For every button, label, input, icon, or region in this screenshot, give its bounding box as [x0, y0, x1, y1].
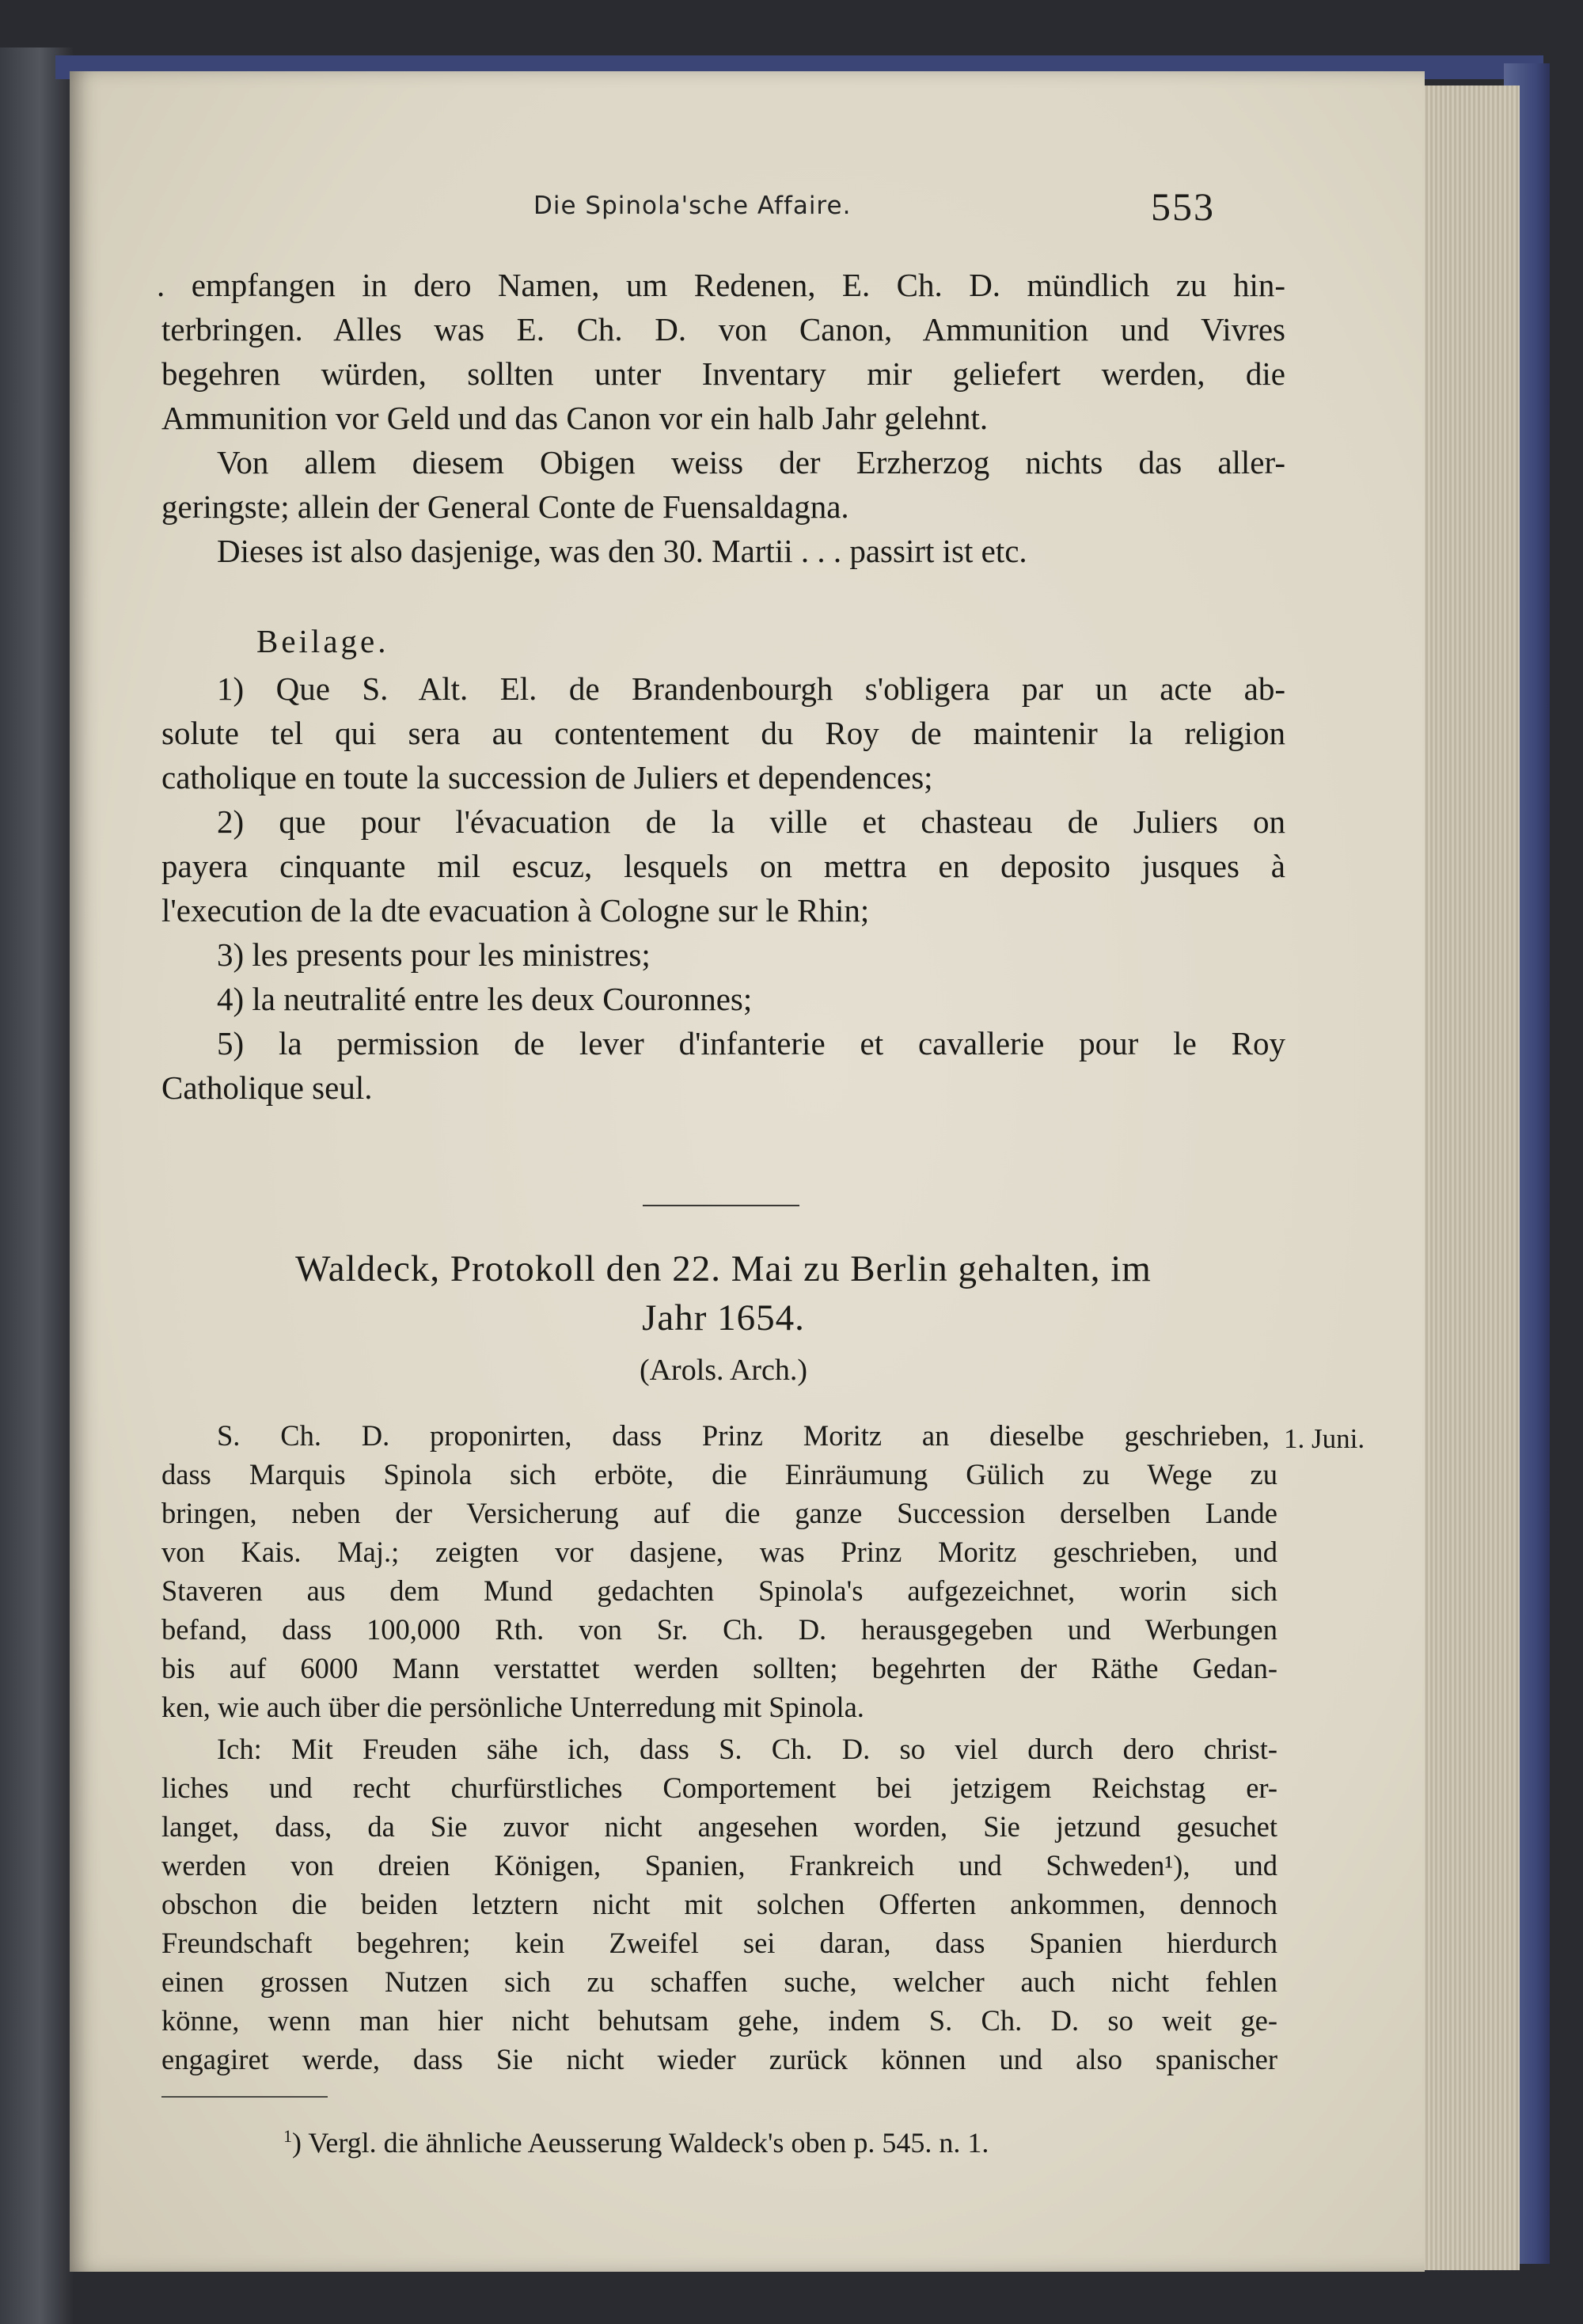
text-line: . empfangen in dero Namen, um Redenen, E. Ch. D. mündlich zu hin-: [157, 267, 1285, 303]
text-line: l'execution de la dte evacuation à Cologne sur le Rhin;: [161, 892, 870, 928]
text-line: Freundschaft begehren; kein Zweifel sei daran, dass Spanien hierdurch: [161, 1927, 1277, 1959]
archive-reference: (Arols. Arch.): [639, 1354, 808, 1387]
beilage-heading: Beilage.: [256, 623, 389, 659]
text-line: 2) que pour l'évacuation de la ville et chasteau de Juliers on: [217, 803, 1285, 840]
text-line: Staveren aus dem Mund gedachten Spinola's aufgezeichnet, worin sich: [161, 1574, 1277, 1607]
text-line: liches und recht churfürstliches Comportement bei jetzigem Reichstag er-: [161, 1771, 1277, 1804]
text-line: 4) la neutralité entre les deux Couronnes;: [217, 981, 753, 1017]
page-edges: [1409, 85, 1520, 2270]
text-line: bringen, neben der Versicherung auf die ganze Succession derselben Lande: [161, 1497, 1277, 1529]
text-line: engagiret werde, dass Sie nicht wieder zurück können und also spanischer: [161, 2043, 1277, 2075]
section-title-continued: Jahr 1654.: [642, 1297, 805, 1339]
text-line: befand, dass 100,000 Rth. von Sr. Ch. D. herausgegeben und Werbungen: [161, 1613, 1277, 1646]
section-title: Waldeck, Protokoll den 22. Mai zu Berlin gehalten, im: [295, 1248, 1152, 1289]
book-cover-left: [0, 47, 73, 2324]
footnote: [283, 2126, 989, 2159]
book-page: [70, 71, 1425, 2272]
running-head: Die Spinola'sche Affaire.: [533, 192, 852, 220]
footnote-marker: 1: [283, 2126, 292, 2146]
text-line: könne, wenn man hier nicht behutsam gehe, indem S. Ch. D. so weit ge-: [161, 2004, 1277, 2037]
text-line: Ammunition vor Geld und das Canon vor ein halb Jahr gelehnt.: [161, 400, 989, 436]
text-line: begehren würden, sollten unter Inventary mir geliefert werden, die: [161, 355, 1285, 392]
text-line: Catholique seul.: [161, 1069, 373, 1106]
text-line: 3) les presents pour les ministres;: [217, 936, 651, 973]
section-divider: [643, 1205, 799, 1206]
text-line: Ich: Mit Freuden sähe ich, dass S. Ch. D. so viel durch dero christ-: [217, 1733, 1277, 1765]
footnote-divider: [161, 2096, 328, 2098]
text-line: von Kais. Maj.; zeigten vor dasjene, was Prinz Moritz geschrieben, und: [161, 1536, 1277, 1568]
text-line: geringste; allein der General Conte de Fuensaldagna.: [161, 488, 849, 525]
text-line: bis auf 6000 Mann verstattet werden sollten; begehrten der Räthe Gedan-: [161, 1652, 1277, 1684]
text-line: Von allem diesem Obigen weiss der Erzherzog nichts das aller-: [217, 444, 1285, 480]
text-line: 1) Que S. Alt. El. de Brandenbourgh s'obligera par un acte ab-: [217, 670, 1285, 707]
text-line: langet, dass, da Sie zuvor nicht angesehen worden, Sie jetzund gesuchet: [161, 1810, 1277, 1843]
text-line: werden von dreien Königen, Spanien, Frankreich und Schweden¹), und: [161, 1849, 1277, 1882]
text-line: Dieses ist also dasjenige, was den 30. Martii . . . passirt ist etc.: [217, 533, 1027, 569]
text-line: einen grossen Nutzen sich zu schaffen suche, welcher auch nicht fehlen: [161, 1965, 1277, 1998]
text-line: obschon die beiden letztern nicht mit solchen Offerten ankommen, dennoch: [161, 1888, 1277, 1920]
text-line: solute tel qui sera au contentement du Roy de maintenir la religion: [161, 715, 1285, 751]
text-line: dass Marquis Spinola sich erböte, die Einräumung Gülich zu Wege zu: [161, 1458, 1277, 1490]
text-line: payera cinquante mil escuz, lesquels on mettra en deposito jusques à: [161, 848, 1285, 884]
text-line: catholique en toute la succession de Juliers et dependences;: [161, 759, 933, 796]
text-line: terbringen. Alles was E. Ch. D. von Canon, Ammunition und Vivres: [161, 311, 1285, 347]
text-line: 5) la permission de lever d'infanterie et cavallerie pour le Roy: [217, 1025, 1285, 1061]
page-number: 553: [1151, 184, 1215, 229]
footnote-text: ) Vergl. die ähnliche Aeusserung Waldeck's oben p. 545. n. 1.: [292, 2127, 989, 2159]
margin-date: 1. Juni.: [1284, 1423, 1365, 1454]
text-line: ken, wie auch über die persönliche Unterredung mit Spinola.: [161, 1691, 864, 1723]
text-line: S. Ch. D. proponirten, dass Prinz Moritz an dieselbe geschrieben,: [217, 1419, 1270, 1452]
